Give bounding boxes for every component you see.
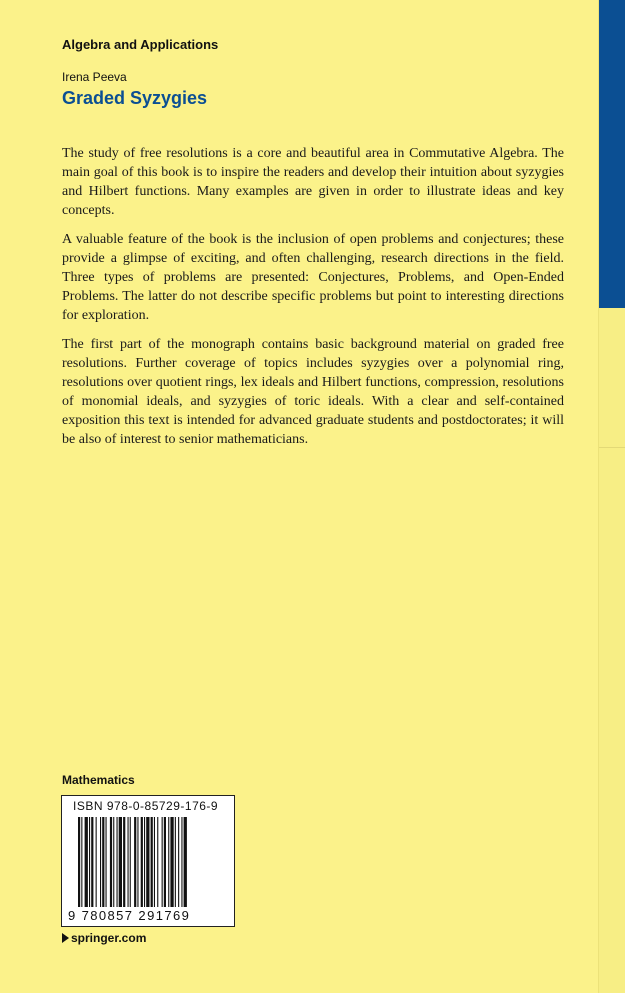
barcode-bar: [141, 817, 143, 907]
barcode-bar: [151, 817, 153, 907]
blurb: [62, 144, 564, 459]
barcode-digits: 9 780857 291769: [68, 908, 191, 923]
barcode-bar: [128, 817, 129, 907]
publisher-link[interactable]: [62, 931, 146, 945]
barcode-bar: [81, 817, 82, 907]
barcode-bar: [119, 817, 122, 907]
barcode-bar: [168, 817, 169, 907]
blurb-paragraph-3: The first part of the monograph contains basic background material on graded free resolutions. Further coverage of topics includes syzygies over a polynomial ring, resolutions over quotient rings, lex ideals and Hilbert functions, compression, resolutions of monomial ideals, and syzygies of toric ideals. With a clear and self-contained exposition this text is intended for advanced graduate students and postdoctorates; it will be also of interest to senior mathematicians.: [62, 337, 564, 447]
barcode-bar: [102, 817, 104, 907]
barcode-bar: [130, 817, 131, 907]
barcode-bar: [110, 817, 112, 907]
arrow-right-icon: [62, 933, 69, 943]
barcode-bar: [89, 817, 90, 907]
barcode-bar: [117, 817, 118, 907]
barcode-bar: [164, 817, 166, 907]
barcode-bar: [106, 817, 107, 907]
barcode-panel: [61, 795, 235, 927]
barcode-bar: [100, 817, 101, 907]
barcode-bar: [146, 817, 149, 907]
barcode-bar: [175, 817, 176, 907]
isbn-label: ISBN 978-0-85729-176-9: [73, 799, 219, 813]
barcode-bar: [85, 817, 88, 907]
blurb-paragraph-1: The study of free resolutions is a core and beautiful area in Commutative Algebra. The main goal of this book is to inspire the readers and develop their intuition about syzygies and Hilbert functions. Many examples are given in order to illustrate ideas and key concepts.: [62, 146, 564, 218]
barcode-bar: [181, 817, 182, 907]
author-name: Irena Peeva: [62, 70, 127, 84]
spine-divider: [599, 447, 625, 448]
barcode-bar: [96, 817, 97, 907]
barcode-bar: [78, 817, 80, 907]
book-title: Graded Syzygies: [62, 88, 208, 108]
barcode-bar: [157, 817, 158, 907]
barcode-bar: [162, 817, 163, 907]
barcode-bar: [154, 817, 155, 907]
barcode-bar: [137, 817, 138, 907]
series-name: Algebra and Applications: [62, 37, 219, 52]
barcode-bar: [91, 817, 93, 907]
blurb-paragraph-2: A valuable feature of the book is the inclusion of open problems and conjectures; these provide a glimpse of exciting, and often challenging, research directions in the field. Three types of problems are presented: Conjectures, Problems, and Open-Ended Problems. The latter do not describe specific problems but point to interesting directions for exploration.: [62, 232, 564, 323]
barcode-bar: [113, 817, 114, 907]
subject-category: Mathematics: [62, 773, 135, 787]
barcode-bar: [170, 817, 173, 907]
barcode-bar: [134, 817, 136, 907]
spine-color-band: [599, 0, 625, 308]
barcode-icon: [78, 817, 218, 907]
barcode-bar: [123, 817, 125, 907]
barcode-bar: [178, 817, 179, 907]
publisher-url: springer.com: [71, 931, 147, 945]
barcode-bar: [184, 817, 187, 907]
barcode-bar: [144, 817, 145, 907]
